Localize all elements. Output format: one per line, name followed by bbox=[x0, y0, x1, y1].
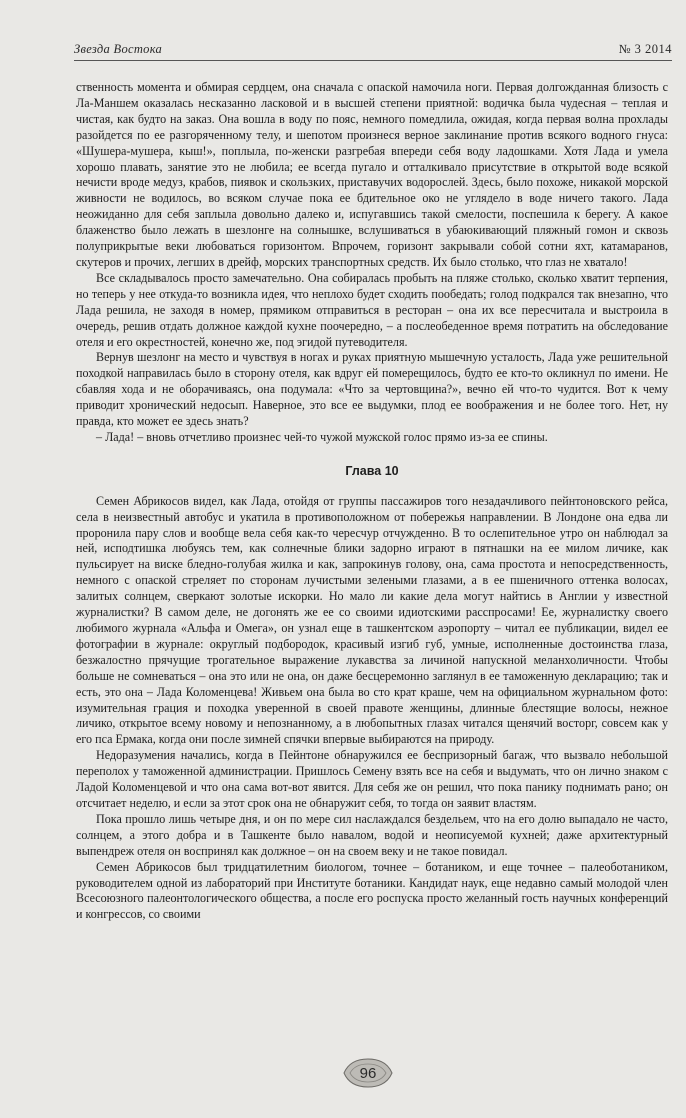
paragraph: – Лада! – вновь отчетливо произнес чей-то чужой мужской голос прямо из-за ее спины. bbox=[96, 429, 548, 444]
journal-title: Звезда Востока bbox=[74, 42, 163, 56]
paragraph: Все складывалось просто замечательно. Она собиралась пробыть на пляже столько, сколько хватит терпения, но теперь у нее откуда-то возникла идея, что неплохо будет сходить пообедать; голод подкрался так внезапно, что Лада решила, не заходя в номер, прямиком отправиться в ресторан – она их все пересчитала и выстроила в очередь, решив отдать должное каждой кухне поочередно, – а послеобеденное время потратить на обследование отеля и его окрестностей, конечно же, под эгидой путеводителя. bbox=[76, 270, 668, 349]
chapter-heading: Глава 10 bbox=[345, 463, 399, 478]
page-number: 96 bbox=[359, 1065, 377, 1082]
page-number-badge bbox=[340, 1055, 396, 1091]
paragraph: Недоразумения начались, когда в Пейнтоне обнаружился ее беспризорный багаж, что вызвало небольшой переполох у таможенной администрации. Пришлось Семену взять все на себя и выдумать, что он лично знаком с Ладой Коломенцевой и что она сама вот-вот явится. Для себя же он решил, что пока панику поднимать рано; он отсчитает неделю, и если за этот срок она не обнаружит себя, то тогда он заявит властям. bbox=[76, 748, 668, 810]
paragraph: Семен Абрикосов был тридцатилетним биологом, точнее – ботаником, и еще точнее – палеоботаником, руководителем одной из лабораторий при Институте ботаники. Кандидат наук, еще недавно самый молодой член Всесоюзного палеонтологического общества, а после его роспуска просто желанный гость научных конференций и конгрессов, со своими bbox=[76, 859, 668, 922]
running-header bbox=[74, 38, 672, 61]
issue-number: № 3 2014 bbox=[618, 42, 672, 56]
paragraph: Вернув шезлонг на место и чувствуя в ногах и руках приятную мышечную усталость, Лада уже решительной походкой направилась было в сторону отеля, как вдруг ей померещилось, будто ее кто-то окликнул по имени. Не сбавляя хода и не оборачиваясь, она подумала: «Что за чертовщина?», вечно ей что-то чудится. Вот к чему приводит хронический недосып. Наверное, это все ее выдумки, плод ее воображения и не более того. Нет, ну правда, кто может ее здесь знать? bbox=[76, 350, 668, 429]
main-text bbox=[76, 80, 668, 923]
paragraph: Пока прошло лишь четыре дня, и он по мере сил наслаждался бездельем, что на его долю выпадало не часто, солнцем, а этого добра и в Ташкенте было навалом, водой и неописуемой кухней; даже архитектурный выпендреж отеля он воспринял как должное – он на своем веку и не такое повидал. bbox=[76, 811, 668, 858]
paragraph: Семен Абрикосов видел, как Лада, отойдя от группы пассажиров того незадачливого пейнтоновского рейса, села в неизвестный автобус и укатила в противоположном от побережья направлении. В Лондоне она едва ли проронила пару слов и вообще вела себя как-то чересчур отчужденно. В то ослепительное утро он наблюдал за ней, исподтишка любуясь тем, как солнечные блики задорно играют в пятнашки на ее милом личике, как пульсирует на виске бледно-голубая жилка и как, запрокинув голову, она, сама простота и непосредственность, немного с опаской стреляет по сторонам лучистыми зелеными глазами, а в ее пшеничного оттенка волосах, залитых солнцем, сверкают золотые искорки. Но мало ли какие дела могут найтись в Англии у известной журналистки? В самом деле, не догонять же ее со своими идиотскими расспросами! Ее, журналистку своего любимого журнала «Альфа и Омега», он узнал еще в ташкентском аэропорту – читал ее публикации, видел ее фотографии в журнале: округлый подбородок, красивый изгиб губ, умные, исполненные достоинства глаза, безжалостно прячущие трогательное выражение лукавства за личиной напускной меланхоличности. Чтобы больше не сомневаться – она это или не она, он даже бесцеремонно заглянул в ее таможенную декларацию; так и есть, это она – Лада Коломенцева! Живьем она была во сто крат краше, чем на официальном журнальном фото: изумительная грация и походка уверенной в своей правоте женщины, длинные блестящие волосы, нежное личико, открытое всему новому и непознанному, а в любопытных глазах читался щенячий восторг, совсем как у его пса Ермака, когда они после зимней спячки впервые выбираются на природу. bbox=[76, 493, 668, 747]
paragraph: ственность момента и обмирая сердцем, она сначала с опаской намочила ноги. Первая долгожданная близость с Ла-Маншем оказалась несказанно ласковой и в высшей степени приятной: водичка была чудесная – теплая и чистая, как будто на заказ. Она вошла в воду по пояс, немного помедлила, ожидая, когда первая волна прохлады разойдется по ее разгоряченному телу, и шепотом произнеся верное заклинание против всякого водного гнуса: «Шушера-мушера, кыш!», поплыла, по-женски разгребая впереди себя воду ладошками. Хотя Лада и умела хорошо плавать, занятие это не любила; ее всегда пугало и отталкивало присутствие в открытой воде всякой нечисти вроде медуз, крабов, пиявок и скользких, приставучих водорослей. Здесь, было похоже, никакой морской живности не водилось, во всяком случае пока ее бдительное око не углядело в воде ничего такого. Лада неожиданно для себя заплыла довольно далеко и, испугавшись такой смелости, поспешила к берегу. А какое блаженство было лежать в шезлонге на солнышке, вслушиваться в убаюкивающий пляжный гомон и сквозь полуприкрытые веки любоваться горизонтом. Впрочем, горизонт закрывали собой сотни яхт, катамаранов, скутеров и прочих, легших в дрейф, морских транспортных средств. Их было столько, что глаз не хватало! bbox=[76, 80, 668, 269]
